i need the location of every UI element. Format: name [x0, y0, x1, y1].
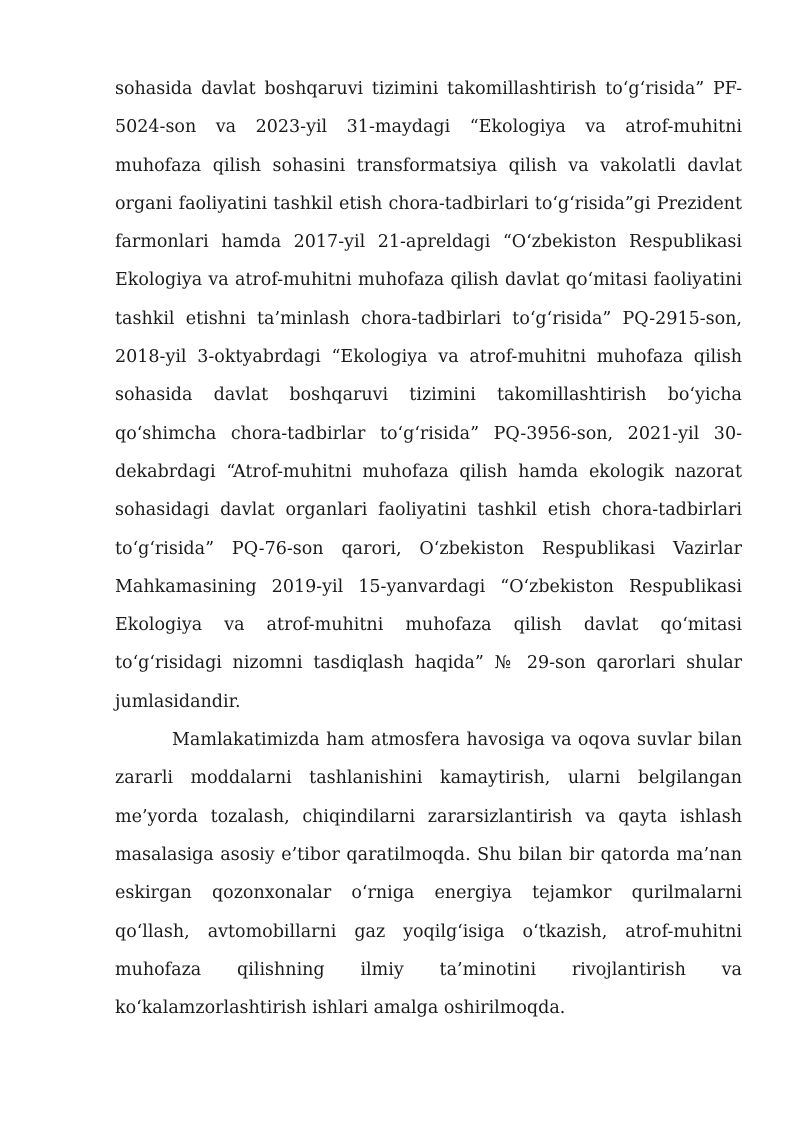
- paragraph-environmental-measures: Mamlakatimizda ham atmosfera havosiga va oqova suvlar bilan zararli moddalarni tashlanishini kamaytirish, ularni belgilangan me’yorda tozalash, chiqindilarni zararsizlantirish va qayta ishlash masalasiga asosiy e’tibor qaratilmoqda. Shu bilan bir qatorda ma’nan eskirgan qozonxonalar o‘rniga energiya tejamkor qurilmalarni qo‘llash, avtomobillarni gaz yoqilg‘isiga o‘tkazish, atrof-muhitni muhofaza qilishning ilmiy ta’minotini rivojlantirish va ko‘kalamzorlashtirish ishlari amalga oshirilmoqda.: [115, 730, 742, 1019]
- document-body: [115, 70, 742, 1027]
- paragraph-legal-references: sohasida davlat boshqaruvi tizimini takomillashtirish to‘g‘risida” PF-5024-son va 2023-yil 31-maydagi “Ekologiya va atrof-muhitni muhofaza qilish sohasini transformatsiya qilish va vakolatli davlat organi faoliyatini tashkil etish chora-tadbirlari to‘g‘risida”gi Prezident farmonlari hamda 2017-yil 21-apreldagi “O‘zbekiston Respublikasi Ekologiya va atrof-muhitni muhofaza qilish davlat qo‘mitasi faoliyatini tashkil etishni ta’minlash chora-tadbirlari to‘g‘risida” PQ-2915-son, 2018-yil 3-oktyabrdagi “Ekologiya va atrof-muhitni muhofaza qilish sohasida davlat boshqaruvi tizimini takomillashtirish bo‘yicha qo‘shimcha chora-tadbirlar to‘g‘risida” PQ-3956-son, 2021-yil 30-dekabrdagi “Atrof-muhitni muhofaza qilish hamda ekologik nazorat sohasidagi davlat organlari faoliyatini tashkil etish chora-tadbirlari to‘g‘risida” PQ-76-son qarori, O‘zbekiston Respublikasi Vazirlar Mahkamasining 2019-yil 15-yanvardagi “O‘zbekiston Respublikasi Ekologiya va atrof-muhitni muhofaza qilish davlat qo‘mitasi to‘g‘risidagi nizomni tasdiqlash haqida” № 29-son qarorlari shular jumlasidandir.: [115, 79, 742, 712]
